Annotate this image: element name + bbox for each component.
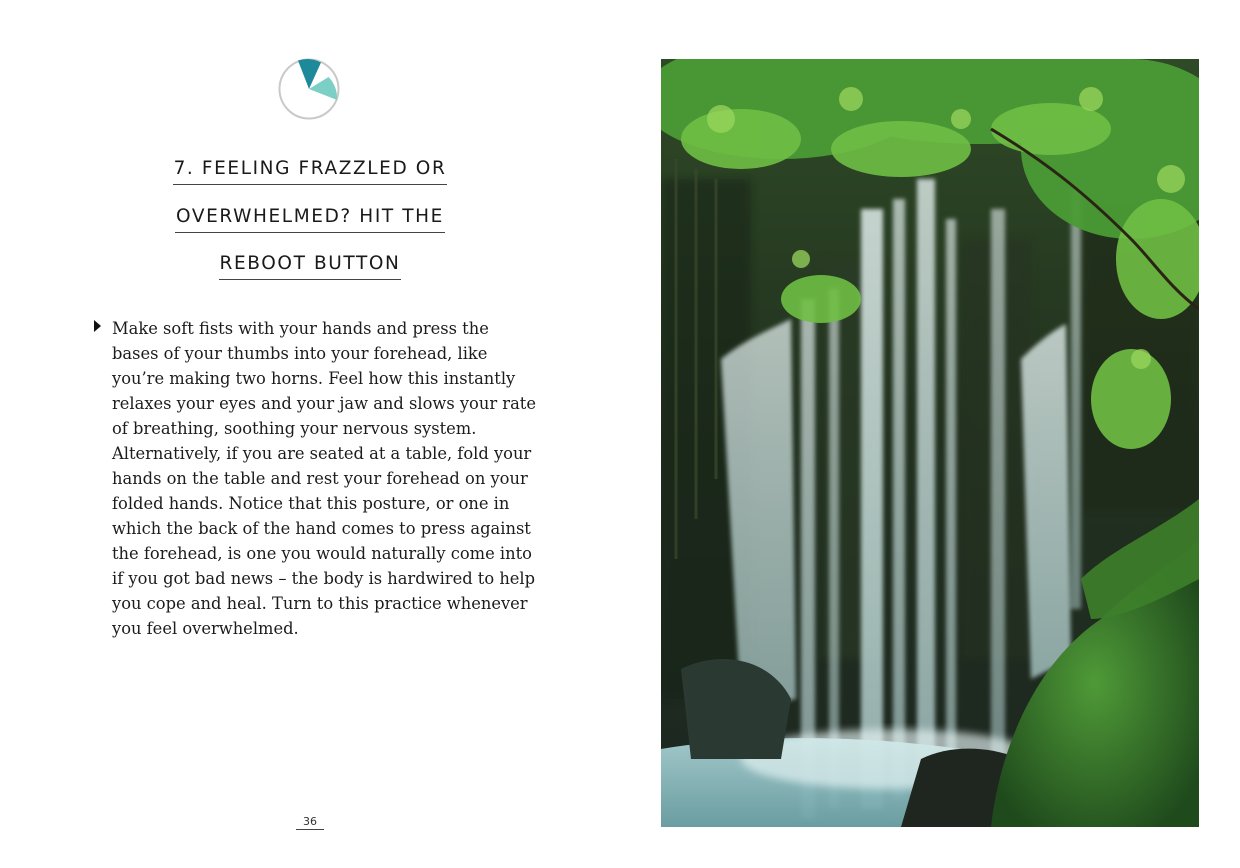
waterfall-photo: [661, 59, 1199, 827]
page-number: 36: [296, 815, 324, 830]
section-pie-icon: [278, 58, 340, 120]
body-paragraph: Make soft fists with your hands and press the bases of your thumbs into your forehead, like you’re making two horns. Feel how this instantly relaxes your eyes and your jaw and slows your rate of breathing, soothing your nervous system. Alternatively, if you are seated at a table, fold your hands on the table and rest your forehead on your folded hands. Notice that this posture, or one in which the back of the hand comes to press against the forehead, is one you would naturally come into if you got bad news – the body is hardwired to help you cope and heal. Turn to this practice whenever you feel overwhelmed.: [112, 319, 536, 638]
section-heading: [90, 145, 530, 288]
bullet-arrow-icon: [94, 320, 101, 332]
waterfall-image: [661, 59, 1199, 827]
heading-line-1: 7. FEELING FRAZZLED OR: [173, 154, 448, 185]
heading-line-3: REBOOT BUTTON: [219, 249, 402, 280]
heading-line-2: OVERWHELMED? HIT THE: [175, 202, 445, 233]
